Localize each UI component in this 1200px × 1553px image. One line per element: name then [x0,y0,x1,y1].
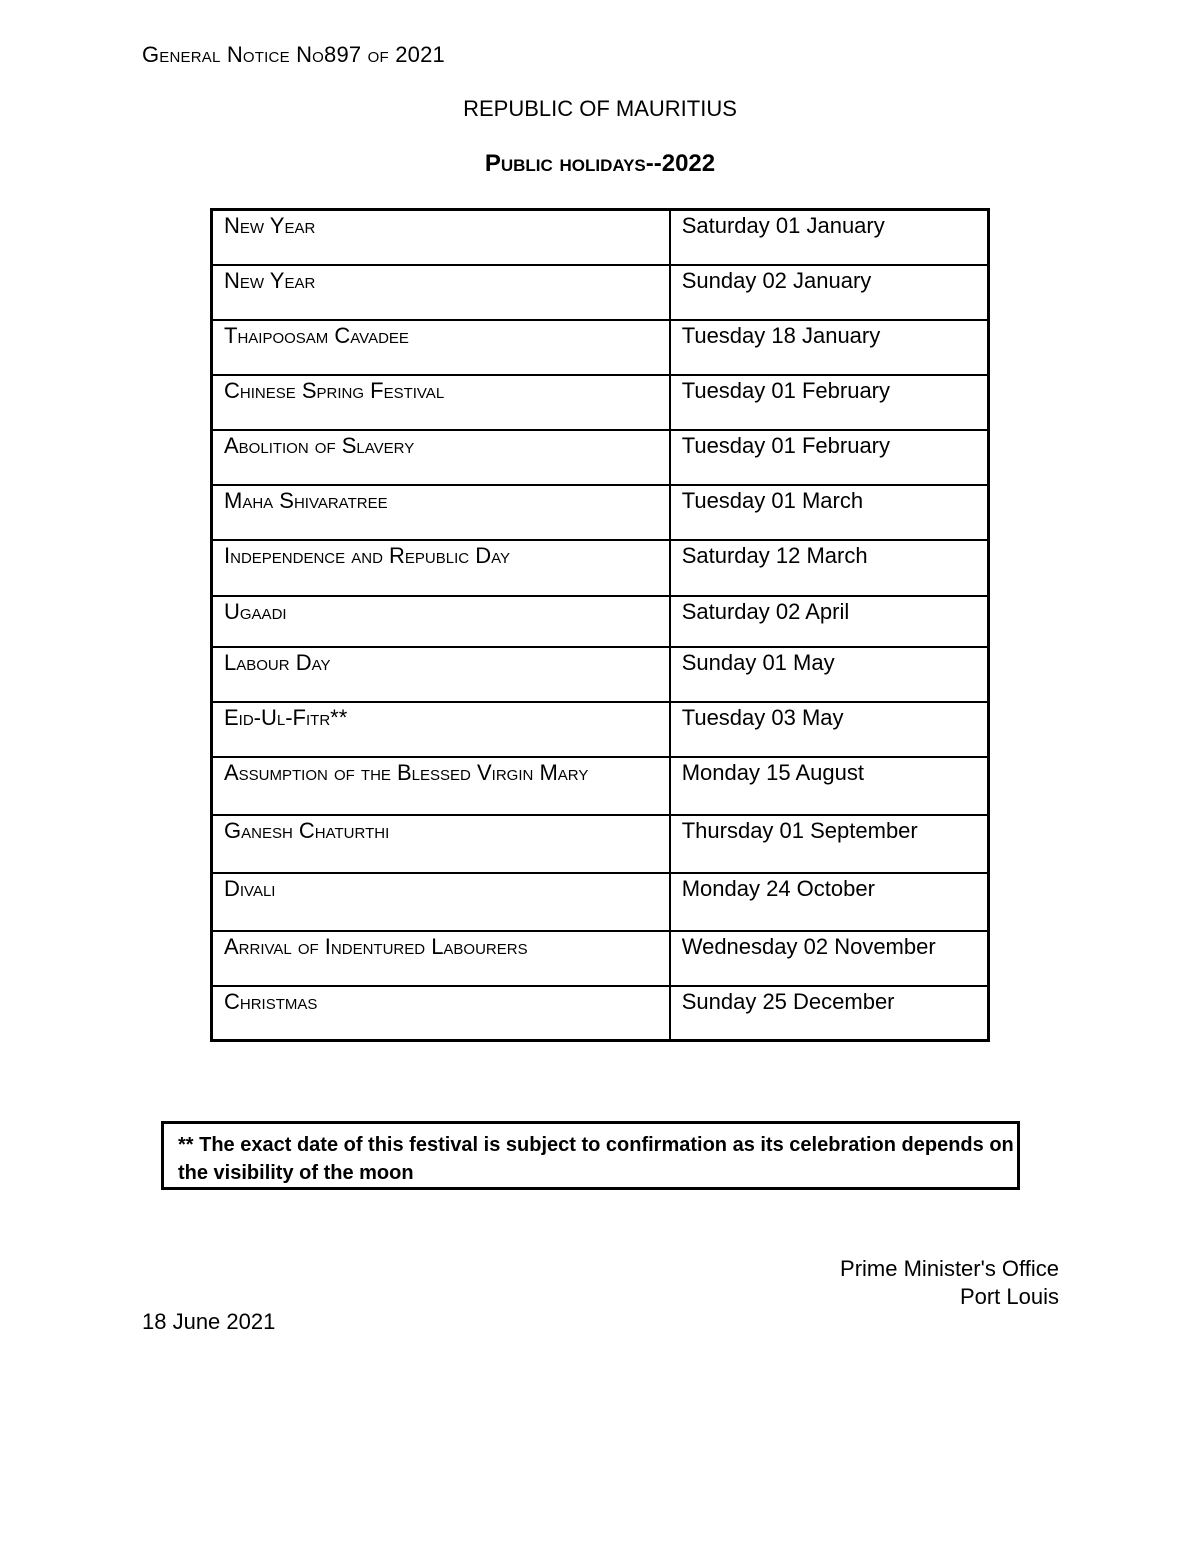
moon-visibility-footnote: ** The exact date of this festival is subject to confirmation as its celebration depends on the visibility of the moon [161,1121,1020,1190]
table-row [212,647,989,702]
holiday-name: Maha Shivaratree [212,485,670,540]
holiday-name: Chinese Spring Festival [212,375,670,430]
holiday-date: Tuesday 01 February [670,430,989,485]
holiday-name: Independence and Republic Day [212,540,670,596]
table-row [212,815,989,873]
holiday-date: Saturday 02 April [670,596,989,647]
holiday-name: Divali [212,873,670,931]
page-title: Public holidays--2022 [484,150,716,177]
holiday-date: Tuesday 03 May [670,702,989,757]
table-row [212,540,989,596]
holiday-date: Tuesday 01 February [670,375,989,430]
holiday-date: Wednesday 02 November [670,931,989,986]
holiday-name: New Year [212,265,670,320]
holidays-table [210,208,990,1042]
holiday-date: Saturday 01 January [670,210,989,265]
holiday-date: Saturday 12 March [670,540,989,596]
table-row [212,485,989,540]
holiday-date: Sunday 25 December [670,986,989,1041]
holiday-name: Eid-Ul-Fitr** [212,702,670,757]
country-heading: REPUBLIC OF MAURITIUS [463,96,737,121]
signature-block [840,1255,1059,1311]
table-row [212,430,989,485]
holiday-name: Arrival of Indentured Labourers [212,931,670,986]
table-row [212,873,989,931]
table-row [212,265,989,320]
holiday-name: Ganesh Chaturthi [212,815,670,873]
table-row [212,320,989,375]
holiday-name: New Year [212,210,670,265]
table-row [212,702,989,757]
holiday-name: Assumption of the Blessed Virgin Mary [212,757,670,815]
office-location: Port Louis [959,1284,1059,1309]
office-name: Prime Minister's Office [840,1256,1059,1281]
holiday-name: Thaipoosam Cavadee [212,320,670,375]
notice-number: General Notice No897 of 2021 [142,42,445,67]
holiday-date: Thursday 01 September [670,815,989,873]
holiday-date: Monday 24 October [670,873,989,931]
table-row [212,210,989,265]
table-row [212,757,989,815]
holiday-name: Christmas [212,986,670,1041]
table-row [212,596,989,647]
holiday-name: Labour Day [212,647,670,702]
issue-date: 18 June 2021 [142,1309,276,1334]
holiday-date: Tuesday 01 March [670,485,989,540]
table-row [212,986,989,1041]
table-row [212,931,989,986]
table-row [212,375,989,430]
holiday-date: Monday 15 August [670,757,989,815]
holiday-date: Sunday 01 May [670,647,989,702]
holiday-name: Abolition of Slavery [212,430,670,485]
holiday-name: Ugaadi [212,596,670,647]
holiday-date: Tuesday 18 January [670,320,989,375]
holiday-date: Sunday 02 January [670,265,989,320]
